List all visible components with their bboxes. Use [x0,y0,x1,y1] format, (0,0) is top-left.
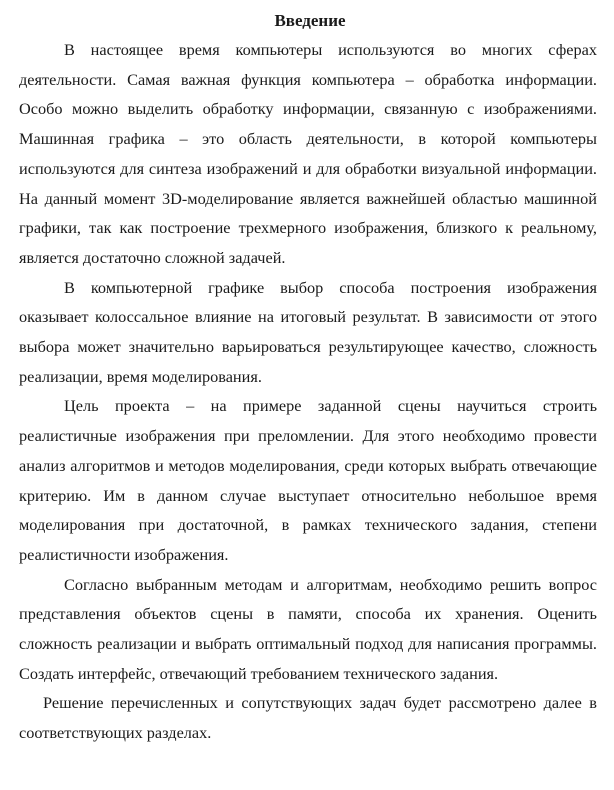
paragraph-implementation: Согласно выбранным методам и алгоритмам, необходимо решить вопрос представления объектов сцены в памяти, способа их хранения. Оценить сложность реализации и выбрать оптимальный подход для написания программы. Создать интерфейс, отвечающий требованием технического задания. [19,574,597,683]
paragraph-intro: В настоящее время компьютеры используются во многих сферах деятельности. Самая важная функция компьютера – обработка информации. Особо можно выделить обработку информации, связанную с изображениями. Машинная графика – это область деятельности, в которой компьютеры используются для синтеза изображений и для обработки визуальной информации. На данный момент 3D-моделирование является важнейшей областью машинной графики, так как построение трехмерного изображения, близкого к реальному, является достаточно сложной задачей. [19,40,597,267]
section-title: Введение [274,11,346,30]
paragraph-method-choice: В компьютерной графике выбор способа построения изображения оказывает колоссальное влияние на итоговый результат. В зависимости от этого выбора может значительно варьироваться результирующее качество, сложность реализации, время моделирования. [19,277,597,386]
document-page [19,6,597,748]
paragraph-project-goal: Цель проекта – на примере заданной сцены научиться строить реалистичные изображения при преломлении. Для этого необходимо провести анализ алгоритмов и методов моделирования, среди которых выбрать отвечающие критерию. Им в данном случае выступает относительно небольшое время моделирования при достаточной, в рамках технического задания, степени реалистичности изображения. [19,396,597,564]
paragraph-conclusion: Решение перечисленных и сопутствующих задач будет рассмотрено далее в соответствующих разделах. [19,693,597,743]
